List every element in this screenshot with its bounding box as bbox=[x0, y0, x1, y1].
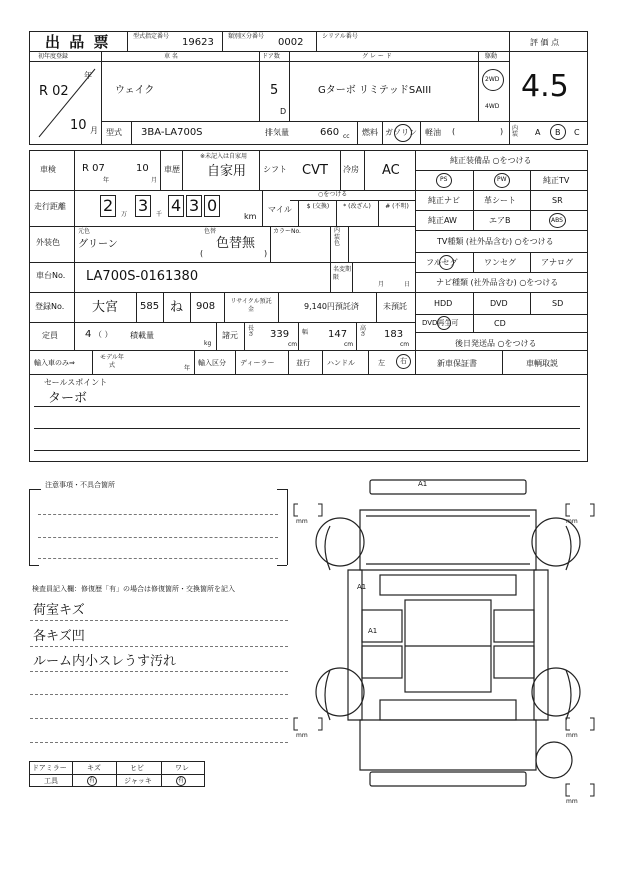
mileage-digit-2-text: 3 bbox=[138, 196, 149, 215]
oil-label: 軽油 bbox=[425, 128, 441, 137]
equip-navi: 純正ナビ bbox=[428, 196, 460, 205]
length-value: 339 bbox=[270, 329, 290, 340]
note-line-2: 各キズ凹 bbox=[33, 629, 85, 644]
fuel-label: 燃料 bbox=[362, 128, 378, 137]
mileage-digit-4-text: 3 bbox=[189, 196, 200, 215]
mile-opt-unknown: # (不明) bbox=[385, 203, 409, 210]
mile-opt-altered: * (改ざん) bbox=[343, 203, 371, 210]
equip-airbag: エアB bbox=[489, 216, 511, 225]
navi-dvd-play-circle bbox=[437, 316, 451, 330]
serial-label: シリアル番号 bbox=[322, 33, 358, 40]
exterior-label: 外装色 bbox=[36, 238, 60, 247]
inspection-year-unit: 年 bbox=[103, 177, 110, 184]
color-no-label: カラーNo. bbox=[273, 228, 301, 235]
width-label: 幅 bbox=[302, 329, 309, 336]
mm-label-bl: mm bbox=[296, 732, 308, 739]
mile-opt-mile: マイル bbox=[268, 205, 292, 214]
equip-header: 純正装備品 ○をつける bbox=[450, 156, 532, 165]
model-label: 型式 bbox=[106, 128, 122, 137]
length-unit: cm bbox=[288, 341, 298, 348]
fuel-value: ガソリン bbox=[385, 128, 417, 137]
reg-kana: ね bbox=[170, 300, 184, 315]
mm-label-spare: mm bbox=[566, 798, 578, 805]
tv-fullseg: フルセグ bbox=[426, 258, 458, 267]
history-note: ※未記入は自家用 bbox=[200, 153, 248, 160]
nc-day: 日 bbox=[404, 281, 411, 288]
interior-color-label: 内装色 bbox=[334, 227, 341, 248]
note-line-1: 荷室キズ bbox=[33, 603, 85, 618]
tv-oneseg: ワンセグ bbox=[484, 258, 516, 267]
dealer-label: ディーラー bbox=[240, 359, 275, 367]
car-name-label: 車 名 bbox=[164, 53, 178, 60]
recycle-label: リサイクル預託金 bbox=[230, 298, 272, 314]
nc-month: 月 bbox=[378, 281, 385, 288]
color-change-label: 色替 bbox=[204, 228, 217, 235]
first-reg-year: R 02 bbox=[39, 84, 69, 99]
grade-value: Gターボ リミテッドSAIII bbox=[318, 85, 432, 96]
first-reg-label: 初年度登録 bbox=[38, 53, 69, 60]
height-value: 183 bbox=[384, 329, 404, 340]
tv-analog: アナログ bbox=[541, 258, 573, 267]
score-label: 評 価 点 bbox=[530, 38, 560, 47]
aircon-label: 冷房 bbox=[343, 165, 359, 174]
orig-color-label: 元色 bbox=[78, 228, 91, 235]
inspection-month: 10 bbox=[136, 163, 149, 174]
chassis-value: LA700S-0161380 bbox=[86, 269, 199, 284]
mm-label-tr: mm bbox=[566, 518, 578, 525]
sales-point: ターボ bbox=[48, 391, 88, 406]
note-line-3: ルーム内小スレうす汚れ bbox=[33, 654, 177, 669]
reg-num: 908 bbox=[196, 301, 216, 312]
fuel-circle bbox=[394, 124, 412, 142]
reg-class: 585 bbox=[140, 301, 160, 312]
cc-value: 660 bbox=[320, 127, 340, 138]
document-title: 出 品 票 bbox=[45, 33, 111, 51]
navi-header: ナビ種類 (社外品含む) ○をつける bbox=[436, 278, 559, 287]
height-unit: cm bbox=[400, 341, 410, 348]
form-no: 19623 bbox=[182, 37, 214, 48]
interior-label: 内装 bbox=[512, 125, 519, 138]
mile-opt-title: ○をつける bbox=[318, 191, 348, 198]
model-year-unit: 年 bbox=[184, 365, 191, 372]
class-no-label: 類別区分番号 bbox=[228, 33, 265, 40]
oil-bracket-close: ) bbox=[500, 127, 504, 136]
legend-tools-value: 有 bbox=[89, 777, 96, 784]
height-label: 高さ bbox=[360, 325, 367, 338]
drive-2wd: 2WD bbox=[485, 76, 500, 83]
kg-unit: kg bbox=[204, 340, 212, 347]
legend-jack: ジャッキ bbox=[124, 777, 152, 785]
doors-value: 5 bbox=[270, 83, 279, 98]
navi-dvd: DVD bbox=[490, 299, 508, 308]
color-bracket-close: ) bbox=[264, 249, 268, 258]
legend-jack-value: 有 bbox=[178, 777, 185, 784]
mileage-digit-3-text: 4 bbox=[171, 196, 182, 215]
score-value: 4.5 bbox=[521, 69, 569, 104]
equip-pw: PW bbox=[497, 176, 507, 183]
later-warranty: 新車保証書 bbox=[437, 359, 477, 368]
diagram-mark-side: A1 bbox=[357, 583, 367, 591]
right-label: 右 bbox=[400, 357, 407, 365]
legend-mirror: ドアミラー bbox=[32, 764, 67, 772]
mileage-digit-5-text: 0 bbox=[207, 196, 218, 215]
inspection-month-unit: 月 bbox=[151, 177, 158, 184]
mileage-label: 走行距離 bbox=[34, 202, 66, 211]
legend-break: ワレ bbox=[175, 764, 189, 772]
navi-sd: SD bbox=[552, 299, 564, 308]
inspection-label: 車検 bbox=[40, 165, 56, 174]
tv-header: TV種類 (社外品含む) ○をつける bbox=[437, 237, 554, 246]
aircon-value: AC bbox=[382, 163, 400, 178]
cc-unit: cc bbox=[343, 133, 350, 140]
orig-color: グリーン bbox=[78, 239, 118, 250]
cc-label: 排気量 bbox=[265, 128, 289, 137]
capacity-value: 4 bbox=[85, 329, 92, 340]
drive-label: 駆動 bbox=[485, 53, 498, 60]
km-unit: km bbox=[244, 212, 257, 221]
import-label: 輸入車のみ⇒ bbox=[34, 359, 75, 367]
navi-hdd: HDD bbox=[434, 299, 453, 308]
caution-label: 注意事項・不具合箇所 bbox=[45, 481, 115, 489]
first-reg-slash bbox=[29, 61, 101, 145]
recycle-status: 未預託 bbox=[383, 302, 407, 311]
drive-4wd: 4WD bbox=[485, 103, 500, 110]
man-unit: 万 bbox=[121, 211, 128, 218]
navi-dvd-play: DVD再生可 bbox=[422, 319, 459, 327]
dim-label: 諸元 bbox=[222, 331, 238, 340]
equip-sr: SR bbox=[552, 196, 563, 205]
shift-label: シフト bbox=[263, 165, 287, 174]
diagram-mark-front: A1 bbox=[418, 480, 428, 488]
interior-a: A bbox=[535, 128, 541, 137]
width-value: 147 bbox=[328, 329, 348, 340]
oil-bracket: ( bbox=[452, 127, 456, 136]
legend-scratch: キズ bbox=[87, 764, 101, 772]
inspection-year: R 07 bbox=[82, 163, 105, 174]
first-reg-month: 10 bbox=[70, 118, 87, 133]
legend-crack: ヒビ bbox=[130, 764, 144, 772]
length-label: 長さ bbox=[248, 325, 255, 338]
model-year-label: モデル年式 bbox=[100, 354, 124, 369]
mile-opt-exchange: $ (交換) bbox=[306, 203, 330, 210]
tv-fullseg-circle bbox=[439, 255, 454, 270]
inspector-label: 検査員記入欄：修復歴「有」の場合は修復箇所・交換箇所を記入 bbox=[32, 585, 235, 593]
later-manual: 車輌取説 bbox=[526, 359, 558, 368]
car-name: ウェイク bbox=[115, 85, 155, 96]
equip-abs: ABS bbox=[551, 217, 563, 224]
interior-c: C bbox=[574, 128, 580, 137]
color-bracket-open: ( bbox=[200, 249, 204, 258]
sen-unit: 千 bbox=[156, 211, 163, 218]
width-unit: cm bbox=[344, 341, 354, 348]
mm-label-br: mm bbox=[566, 732, 578, 739]
shift-value: CVT bbox=[302, 163, 328, 178]
sales-point-label: セールスポイント bbox=[44, 378, 108, 387]
doors-label: ドア数 bbox=[262, 53, 280, 60]
first-reg-month-unit: 月 bbox=[90, 126, 98, 135]
mileage-digit-1-text: 2 bbox=[103, 196, 114, 215]
parallel-label: 並行 bbox=[296, 359, 310, 367]
mm-label-tl: mm bbox=[296, 518, 308, 525]
class-no: 0002 bbox=[278, 37, 304, 48]
history-value: 自家用 bbox=[207, 164, 247, 179]
navi-cd: CD bbox=[494, 319, 506, 328]
first-reg-year-unit: 年 bbox=[84, 71, 92, 80]
equip-aw: 純正AW bbox=[428, 216, 457, 225]
model-value: 3BA-LA700S bbox=[141, 127, 203, 138]
handle-label: ハンドル bbox=[327, 359, 355, 367]
equip-ps: PS bbox=[440, 176, 448, 183]
capacity-paren: （ ） bbox=[94, 330, 113, 339]
form-no-label: 型式指定番号 bbox=[133, 33, 170, 40]
chassis-label: 車台No. bbox=[36, 271, 66, 280]
load-label: 積載量 bbox=[130, 331, 154, 340]
legend-tools: 工具 bbox=[44, 777, 58, 785]
grade-label: グ レ ー ド bbox=[362, 53, 392, 60]
history-label: 車歴 bbox=[164, 165, 180, 174]
import-class-label: 輸入区分 bbox=[198, 359, 226, 367]
color-change: 色替無 bbox=[216, 236, 256, 251]
recycle-value: 9,140円預託済 bbox=[304, 302, 359, 311]
equip-leather: 革シート bbox=[484, 196, 516, 205]
reg-label: 登録No. bbox=[35, 302, 65, 311]
interior-b: B bbox=[555, 128, 561, 137]
left-label: 左 bbox=[378, 359, 385, 367]
diagram-mark-door: A1 bbox=[368, 627, 378, 635]
later-header: 後日発送品 ○をつける bbox=[455, 339, 537, 348]
name-change-label: 名変期限 bbox=[333, 266, 352, 281]
reg-area: 大宮 bbox=[92, 300, 119, 315]
doors-sub: D bbox=[280, 107, 287, 116]
capacity-label: 定員 bbox=[42, 331, 58, 340]
equip-tv: 純正TV bbox=[543, 176, 570, 185]
